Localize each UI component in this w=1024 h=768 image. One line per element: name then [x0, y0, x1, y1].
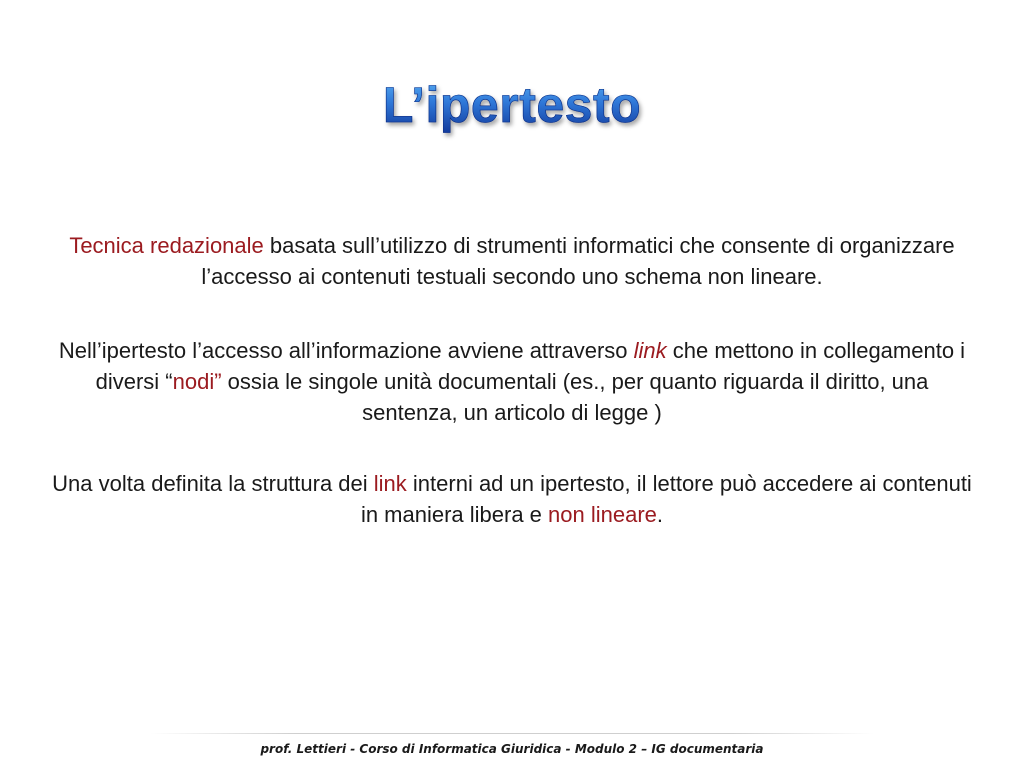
accent-link-italic: link [633, 338, 667, 363]
p3-text-middle: interni ad un ipertesto, il lettore può accedere ai contenuti in maniera libera e [360, 471, 972, 527]
accent-tecnica-redazionale: Tecnica redazionale [69, 233, 264, 258]
accent-non-lineare: non lineare [548, 502, 657, 527]
paragraph-definition-text: basata sull’utilizzo di strumenti informatici che consente di organizzare l’accesso ai contenuti testuali secondo uno schema non lineare. [201, 233, 955, 289]
accent-link: link [373, 471, 407, 496]
p2-text-middle: che mettono in collegamento i diversi “ [95, 338, 966, 394]
p2-text-before: Nell’ipertesto l’accesso all’informazione avviene attraverso [58, 338, 634, 363]
p3-text-after: . [656, 502, 664, 527]
p3-text-before: Una volta definita la struttura dei [52, 471, 374, 496]
slide-title-text: L’ipertesto [382, 77, 642, 133]
paragraph-definition [50, 230, 974, 292]
accent-nodi: nodi” [172, 369, 222, 394]
paragraph-struttura [50, 468, 974, 530]
paragraph-link-nodi [50, 335, 974, 428]
p2-text-after: ossia le singole unità documentali (es., per quanto riguarda il diritto, una sentenza, un articolo di legge ) [221, 369, 929, 425]
footer-credit: prof. Lettieri - Corso di Informatica Giuridica - Modulo 2 – IG documentaria [260, 742, 764, 756]
footer-divider [150, 733, 874, 734]
slide-title [0, 70, 1024, 140]
